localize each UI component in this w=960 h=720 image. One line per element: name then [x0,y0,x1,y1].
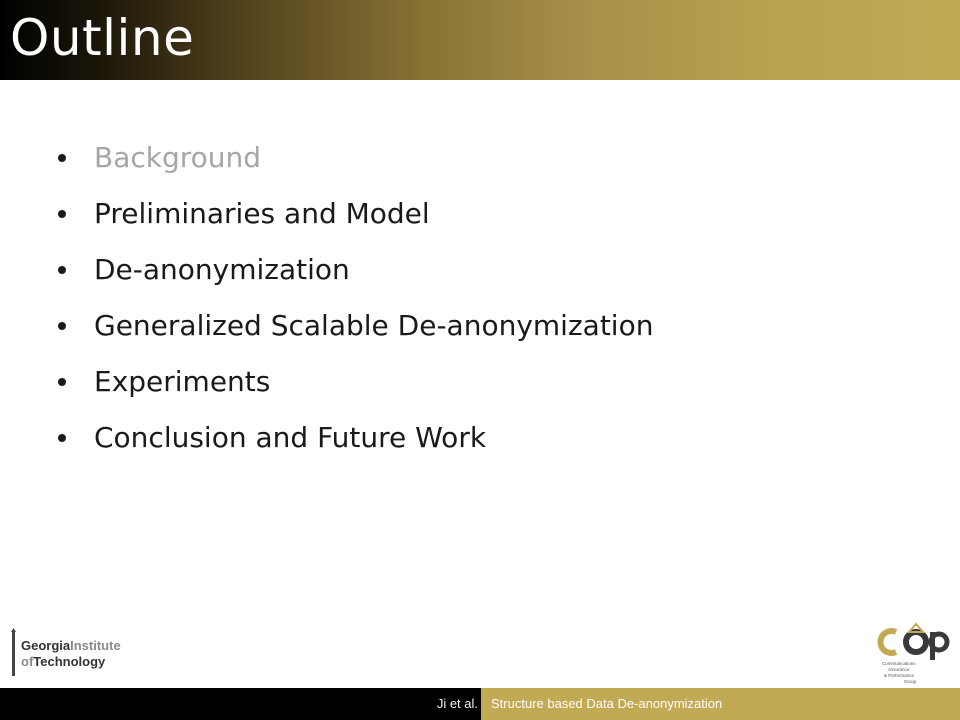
bullet-icon [58,322,66,330]
cap-group-logo [876,622,956,684]
outline-item-experiments [58,354,653,410]
title-bar [0,0,960,80]
outline-list [58,130,653,466]
tower-icon [11,628,16,676]
outline-item-background [58,130,653,186]
outline-item-label: De-anonymization [94,253,350,286]
slide-title: Outline [10,9,195,67]
outline-item-conclusion [58,410,653,466]
svg-text:ofTechnology: ofTechnology [21,654,106,669]
svg-text:& Performance: & Performance [884,673,915,678]
outline-item-preliminaries [58,186,653,242]
svg-text:Assurance: Assurance [888,667,910,672]
slide-footer [0,688,960,720]
footer-talk-title: Structure based Data De-anonymization [491,696,723,711]
svg-text:Communications: Communications [882,661,916,666]
outline-item-label: Background [94,141,262,174]
bullet-icon [58,210,66,218]
outline-item-generalized [58,298,653,354]
footer-author: Ji et al. [436,696,478,711]
outline-item-de-anonymization [58,242,653,298]
svg-text:Group: Group [904,679,917,684]
svg-text:GeorgiaInstitute: GeorgiaInstitute [21,638,121,653]
outline-item-label: Preliminaries and Model [94,197,430,230]
cap-mark-icon [880,624,947,660]
outline-item-label: Experiments [94,365,271,398]
bullet-icon [58,266,66,274]
bullet-icon [58,434,66,442]
footer-title-box [481,688,960,720]
georgia-tech-logo [10,628,160,678]
bullet-icon [58,378,66,386]
outline-item-label: Conclusion and Future Work [94,421,487,454]
outline-item-label: Generalized Scalable De-anonymization [94,309,654,342]
bullet-icon [58,154,66,162]
